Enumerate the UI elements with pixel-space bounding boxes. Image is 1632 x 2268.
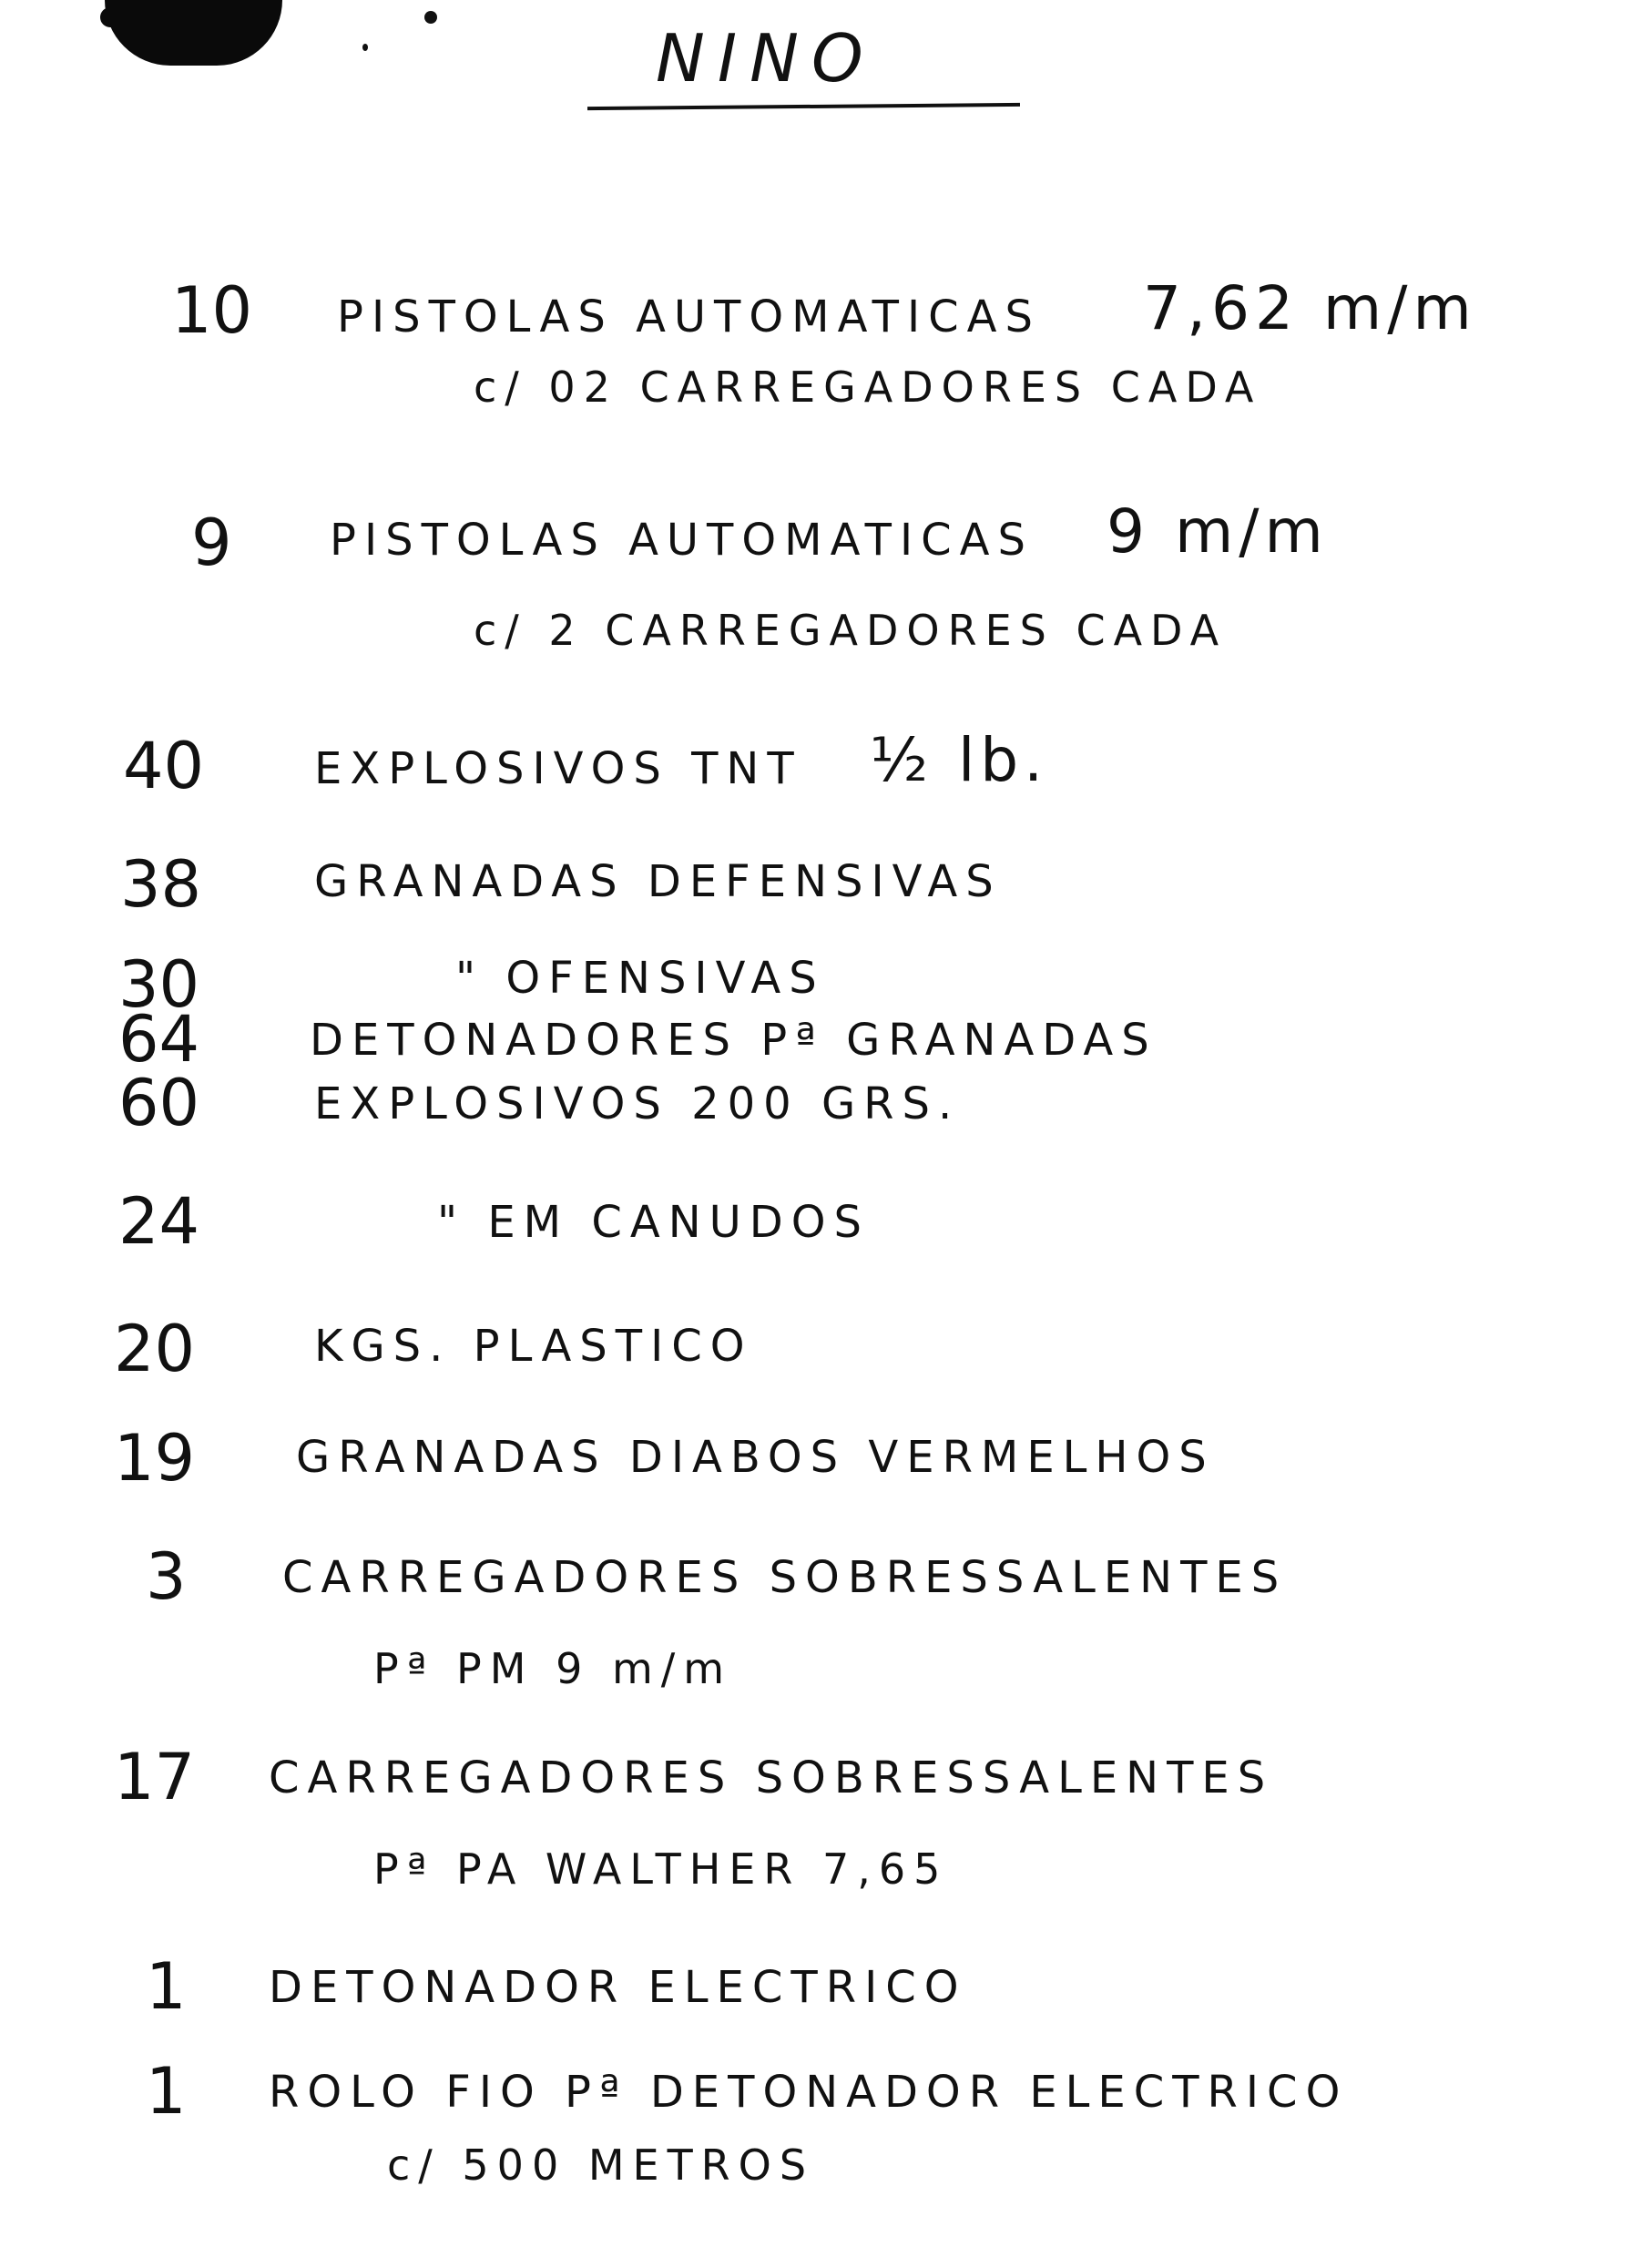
item-description: " OFENSIVAS [455,953,825,1004]
item-description: GRANADAS DEFENSIVAS [314,856,1002,907]
item-quantity: 9 [191,506,232,580]
item-note: c/ 02 CARREGADORES CADA [474,363,1262,412]
item-note: c/ 2 CARREGADORES CADA [474,606,1228,655]
ink-blot [105,0,282,66]
item-quantity: 38 [120,847,202,922]
item-quantity: 30 [118,947,200,1022]
item-spec: 7,62 m/m [1143,273,1477,343]
item-description: PISTOLAS AUTOMATICAS [330,515,1034,566]
item-quantity: 19 [114,1421,196,1496]
ink-speck [362,44,368,51]
item-quantity: 40 [123,729,205,803]
item-quantity: 24 [118,1184,200,1259]
item-description: ROLO FIO Pª DETONADOR ELECTRICO [269,2067,1349,2118]
title-underline [587,103,1020,110]
item-quantity: 60 [118,1066,200,1140]
item-quantity: 64 [118,1002,200,1077]
item-description: PISTOLAS AUTOMATICAS [337,291,1041,342]
item-description: CARREGADORES SOBRESSALENTES [269,1752,1274,1803]
item-description: KGS. PLASTICO [314,1321,753,1372]
item-quantity: 1 [146,2054,187,2129]
item-description: GRANADAS DIABOS VERMELHOS [296,1432,1215,1483]
item-quantity: 20 [114,1312,196,1386]
item-note: Pª PA WALTHER 7,65 [373,1844,949,1894]
item-description: DETONADORES Pª GRANADAS [310,1015,1158,1066]
item-description: DETONADOR ELECTRICO [269,1962,967,2013]
ink-speck [424,11,437,24]
item-description: " EM CANUDOS [437,1197,870,1248]
item-description: CARREGADORES SOBRESSALENTES [282,1552,1288,1603]
item-spec: ½ lb. [870,725,1049,795]
document-title: NINO [656,20,876,97]
item-description: EXPLOSIVOS TNT [314,743,802,794]
item-note: c/ 500 METROS [387,2140,815,2190]
item-quantity: 17 [114,1740,196,1814]
item-quantity: 1 [146,1949,187,2024]
item-description: EXPLOSIVOS 200 GRS. [314,1078,961,1129]
item-spec: 9 m/m [1107,496,1329,567]
item-quantity: 10 [171,273,253,348]
item-quantity: 3 [146,1539,187,1614]
item-note: Pª PM 9 m/m [373,1644,733,1693]
